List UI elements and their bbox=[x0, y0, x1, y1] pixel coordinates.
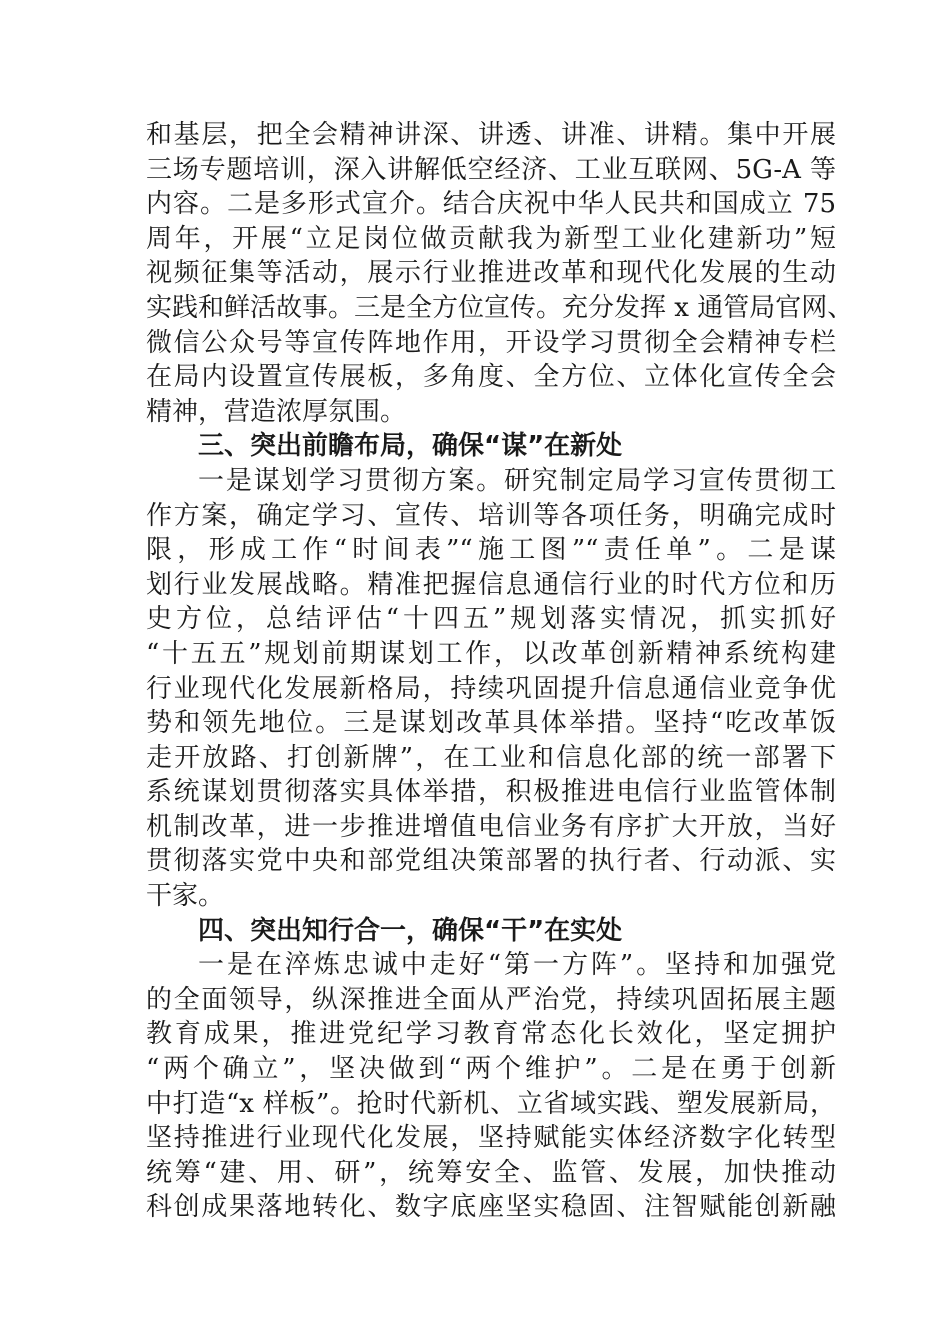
paragraph-line: 和基层，把全会精神讲深、讲透、讲准、讲精。集中开展 bbox=[146, 120, 836, 150]
paragraph-line: “两个确立”，坚决做到“两个维护”。二是在勇于创新 bbox=[146, 1054, 836, 1085]
paragraph-line: 行业现代化发展新格局，持续巩固提升信息通信业竞争优 bbox=[146, 673, 836, 704]
paragraph-line: 内容。二是多形式宣介。结合庆祝中华人民共和国成立 75 bbox=[146, 189, 836, 220]
paragraph-line: 周年，开展“立足岗位做贡献我为新型工业化建新功”短 bbox=[146, 223, 836, 254]
paragraph-line: 势和领先地位。三是谋划改革具体举措。坚持“吃改革饭 bbox=[146, 708, 836, 739]
paragraph-line: 一是在淬炼忠诚中走好“第一方阵”。坚持和加强党 bbox=[198, 950, 836, 981]
paragraph-line: 干家。 bbox=[146, 881, 225, 912]
paragraph-line: “十五五”规划前期谋划工作，以改革创新精神系统构建 bbox=[146, 638, 836, 669]
section-heading-4: 四、突出知行合一，确保“干”在实处 bbox=[198, 915, 623, 946]
paragraph-line: 贯彻落实党中央和部党组决策部署的执行者、行动派、实 bbox=[146, 846, 836, 877]
paragraph-line: 作方案，确定学习、宣传、培训等各项任务，明确完成时 bbox=[146, 500, 836, 531]
paragraph-line: 科创成果落地转化、数字底座坚实稳固、注智赋能创新融 bbox=[146, 1192, 836, 1223]
paragraph-line: 走开放路、打创新牌”，在工业和信息化部的统一部署下 bbox=[146, 742, 836, 773]
paragraph-line: 统筹“建、用、研”，统筹安全、监管、发展，加快推动 bbox=[146, 1157, 836, 1188]
paragraph-line: 划行业发展战略。精准把握信息通信行业的时代方位和历 bbox=[146, 569, 836, 600]
paragraph-line: 实践和鲜活故事。三是全方位宣传。充分发挥 x 通管局官网、 bbox=[146, 292, 854, 323]
paragraph-line: 三场专题培训，深入讲解低空经济、工业互联网、5G-A 等 bbox=[146, 154, 836, 185]
paragraph-line: 在局内设置宣传展板，多角度、全方位、立体化宣传全会 bbox=[146, 362, 836, 393]
paragraph-line: 的全面领导，纵深推进全面从严治党，持续巩固拓展主题 bbox=[146, 984, 836, 1015]
paragraph-line: 系统谋划贯彻落实具体举措，积极推进电信行业监管体制 bbox=[146, 777, 836, 808]
section-heading-3: 三、突出前瞻布局，确保“谋”在新处 bbox=[198, 431, 623, 462]
paragraph-line: 史方位，总结评估“十四五”规划落实情况，抓实抓好 bbox=[146, 604, 836, 635]
paragraph-line: 一是谋划学习贯彻方案。研究制定局学习宣传贯彻工 bbox=[198, 465, 836, 496]
paragraph-line: 精神，营造浓厚氛围。 bbox=[146, 396, 407, 427]
paragraph-line: 中打造“x 样板”。抢时代新机、立省域实践、塑发展新局， bbox=[146, 1088, 836, 1119]
paragraph-line: 坚持推进行业现代化发展，坚持赋能实体经济数字化转型 bbox=[146, 1123, 836, 1154]
paragraph-line: 微信公众号等宣传阵地作用，开设学习贯彻全会精神专栏 bbox=[146, 327, 836, 358]
paragraph-line: 机制改革，进一步推进增值电信业务有序扩大开放，当好 bbox=[146, 811, 836, 842]
paragraph-line: 视频征集等活动，展示行业推进改革和现代化发展的生动 bbox=[146, 258, 836, 289]
paragraph-line: 教育成果，推进党纪学习教育常态化长效化，坚定拥护 bbox=[146, 1019, 836, 1050]
paragraph-line: 限，形成工作“时间表”“施工图”“责任单”。二是谋 bbox=[146, 535, 836, 566]
document-body bbox=[146, 118, 854, 1225]
